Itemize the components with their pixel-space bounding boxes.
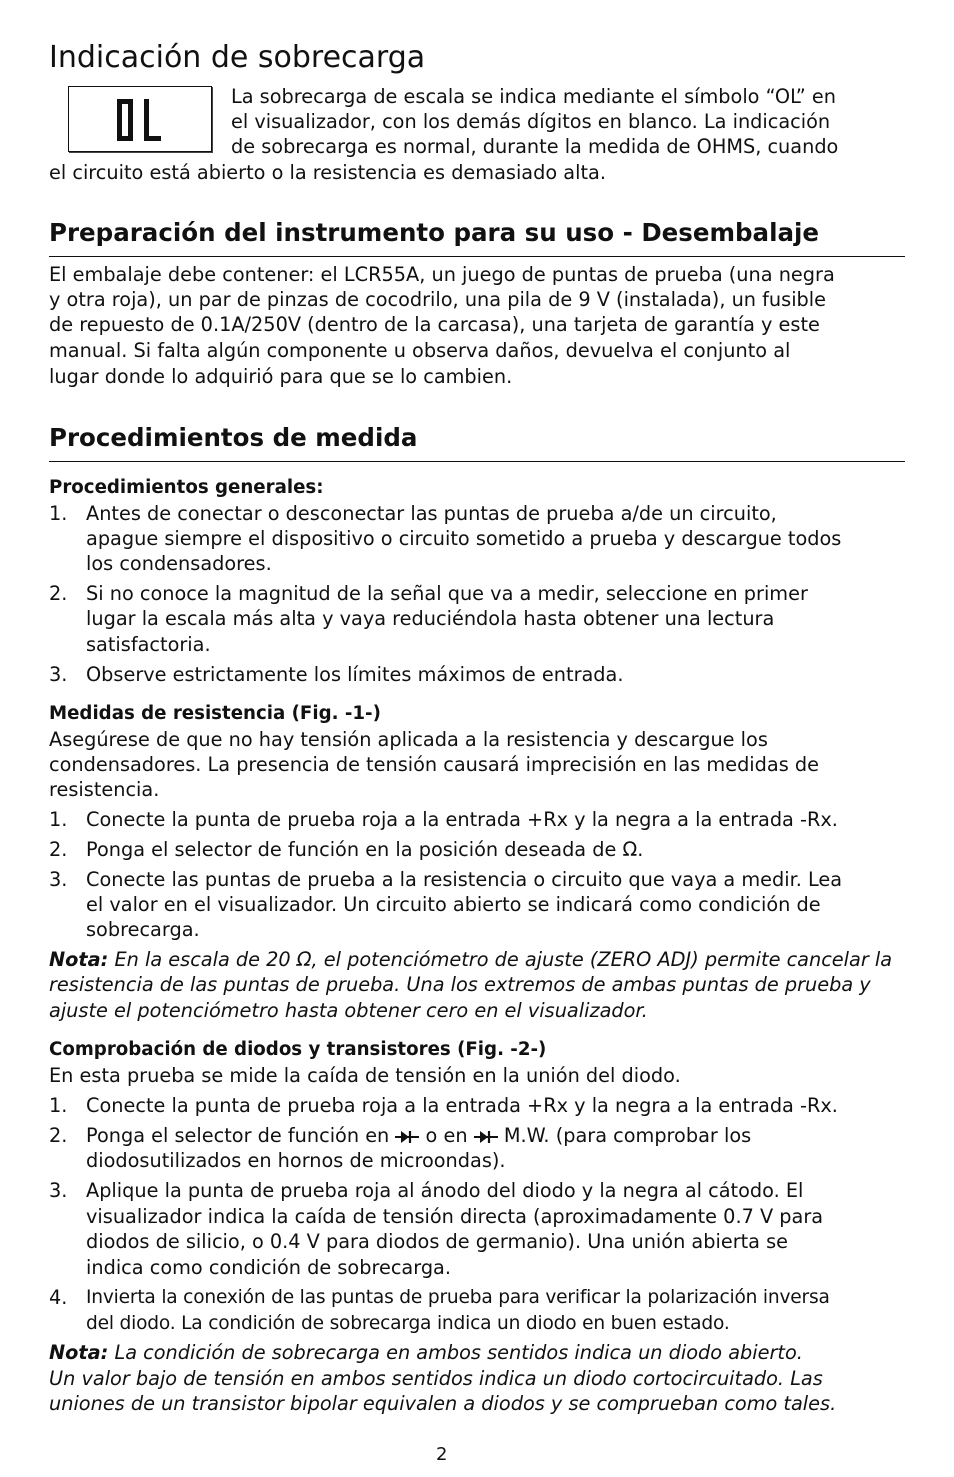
resistance-note-line: ajuste el potenciómetro hasta obtener cero en el visualizador. [49, 999, 648, 1022]
diodes-note [49, 1340, 803, 1366]
list-number: 1. [49, 808, 68, 831]
list-item: Conecte las puntas de prueba a la resistencia o circuito que vaya a medir. Lea [86, 868, 843, 891]
list-number: 2. [49, 582, 68, 605]
list-item: Conecte la punta de prueba roja a la entrada +Rx y la negra a la entrada -Rx. [86, 808, 838, 831]
list-item: apague siempre el dispositivo o circuito sometido a prueba y descargue todos [86, 527, 842, 550]
list-item: Invierta la conexión de las puntas de prueba para verificar la polarización inversa [86, 1287, 830, 1308]
diode-icon [474, 1130, 498, 1144]
list-item: el valor en el visualizador. Un circuito abierto se indicará como condición de [86, 893, 821, 916]
list-number: 1. [49, 502, 68, 525]
resistance-intro-line: condensadores. La presencia de tensión causará imprecisión en las medidas de [49, 753, 819, 776]
measurement-heading: Procedimientos de medida [49, 423, 418, 452]
unpacking-line-3: de repuesto de 0.1A/250V (dentro de la carcasa), una tarjeta de garantía y este [49, 313, 820, 336]
list-item: satisfactoria. [86, 633, 211, 656]
diodes-note-line: Un valor bajo de tensión en ambos sentidos indica un diodo cortocircuitado. Las [49, 1367, 823, 1390]
unpacking-line-2: y otra roja), un par de pinzas de cocodrilo, una pila de 9 V (instalada), un fusible [49, 288, 827, 311]
list-number: 1. [49, 1094, 68, 1117]
overload-line-1: La sobrecarga de escala se indica mediante el símbolo “OL” en [231, 85, 836, 108]
diodes-note-line: uniones de un transistor bipolar equivalen a diodos y se comprueban como tales. [49, 1392, 837, 1415]
list-item: Observe estrictamente los límites máximos de entrada. [86, 663, 624, 686]
list-item: Aplique la punta de prueba roja al ánodo del diodo y la negra al cátodo. El [86, 1179, 804, 1202]
note-label: Nota: [49, 1341, 109, 1364]
list-item: indica como condición de sobrecarga. [86, 1256, 452, 1279]
list-item: Conecte la punta de prueba roja a la entrada +Rx y la negra a la entrada -Rx. [86, 1094, 838, 1117]
lcd-display-illustration [68, 86, 212, 152]
overload-line-4: el circuito está abierto o la resistencia es demasiado alta. [49, 161, 606, 184]
list-number: 3. [49, 663, 68, 686]
section-divider [49, 256, 905, 257]
ol-display-icon [113, 95, 169, 145]
unpacking-line-5: lugar donde lo adquirió para que se lo cambien. [49, 365, 513, 388]
unpacking-line-4: manual. Si falta algún componente u observa daños, devuelva el conjunto al [49, 339, 791, 362]
list-number: 3. [49, 1179, 68, 1202]
list-item: sobrecarga. [86, 918, 200, 941]
list-item: del diodo. La condición de sobrecarga indica un diodo en buen estado. [86, 1313, 730, 1334]
list-item: Ponga el selector de función en o en M.W. (para comprobar los [86, 1124, 752, 1147]
general-subheading: Procedimientos generales: [49, 477, 324, 498]
diodes-subheading: Comprobación de diodos y transistores (Fig. -2-) [49, 1039, 547, 1060]
list-item: diodos de silicio, o 0.4 V para diodos de germanio). Una unión abierta se [86, 1230, 789, 1253]
resistance-subheading: Medidas de resistencia (Fig. -1-) [49, 703, 381, 724]
diodes-intro: En esta prueba se mide la caída de tensión en la unión del diodo. [49, 1064, 681, 1087]
resistance-intro-line: Asegúrese de que no hay tensión aplicada a la resistencia y descargue los [49, 728, 768, 751]
list-item: los condensadores. [86, 552, 272, 575]
section-divider [49, 461, 905, 462]
unpacking-heading: Preparación del instrumento para su uso - Desembalaje [49, 218, 820, 247]
page-number: 2 [436, 1444, 448, 1465]
list-item: Antes de conectar o desconectar las puntas de prueba a/de un circuito, [86, 502, 777, 525]
list-item: Si no conoce la magnitud de la señal que va a medir, seleccione en primer [86, 582, 808, 605]
unpacking-line-1: El embalaje debe contener: el LCR55A, un juego de puntas de prueba (una negra [49, 263, 835, 286]
resistance-note-line: resistencia de las puntas de prueba. Una los extremos de ambas puntas de prueba y [49, 973, 871, 996]
list-number: 2. [49, 838, 68, 861]
note-text: En la escala de 20 Ω, el potenciómetro de ajuste (ZERO ADJ) permite cancelar la [108, 948, 893, 971]
note-text: La condición de sobrecarga en ambos sentidos indica un diodo abierto. [108, 1341, 803, 1364]
list-number: 4. [49, 1286, 68, 1309]
overload-line-2: el visualizador, con los demás dígitos en blanco. La indicación [231, 110, 831, 133]
resistance-intro-line: resistencia. [49, 778, 160, 801]
list-number: 2. [49, 1124, 68, 1147]
list-item: visualizador indica la caída de tensión directa (aproximadamente 0.7 V para [86, 1205, 824, 1228]
overload-title: Indicación de sobrecarga [49, 40, 426, 75]
list-item: Ponga el selector de función en la posición deseada de Ω. [86, 838, 644, 861]
resistance-note [49, 947, 892, 973]
overload-line-3: de sobrecarga es normal, durante la medida de OHMS, cuando [231, 135, 839, 158]
diode-icon [395, 1130, 419, 1144]
list-item: lugar la escala más alta y vaya reduciéndola hasta obtener una lectura [86, 607, 775, 630]
list-item: diodosutilizados en hornos de microondas). [86, 1149, 506, 1172]
list-number: 3. [49, 868, 68, 891]
note-label: Nota: [49, 948, 109, 971]
